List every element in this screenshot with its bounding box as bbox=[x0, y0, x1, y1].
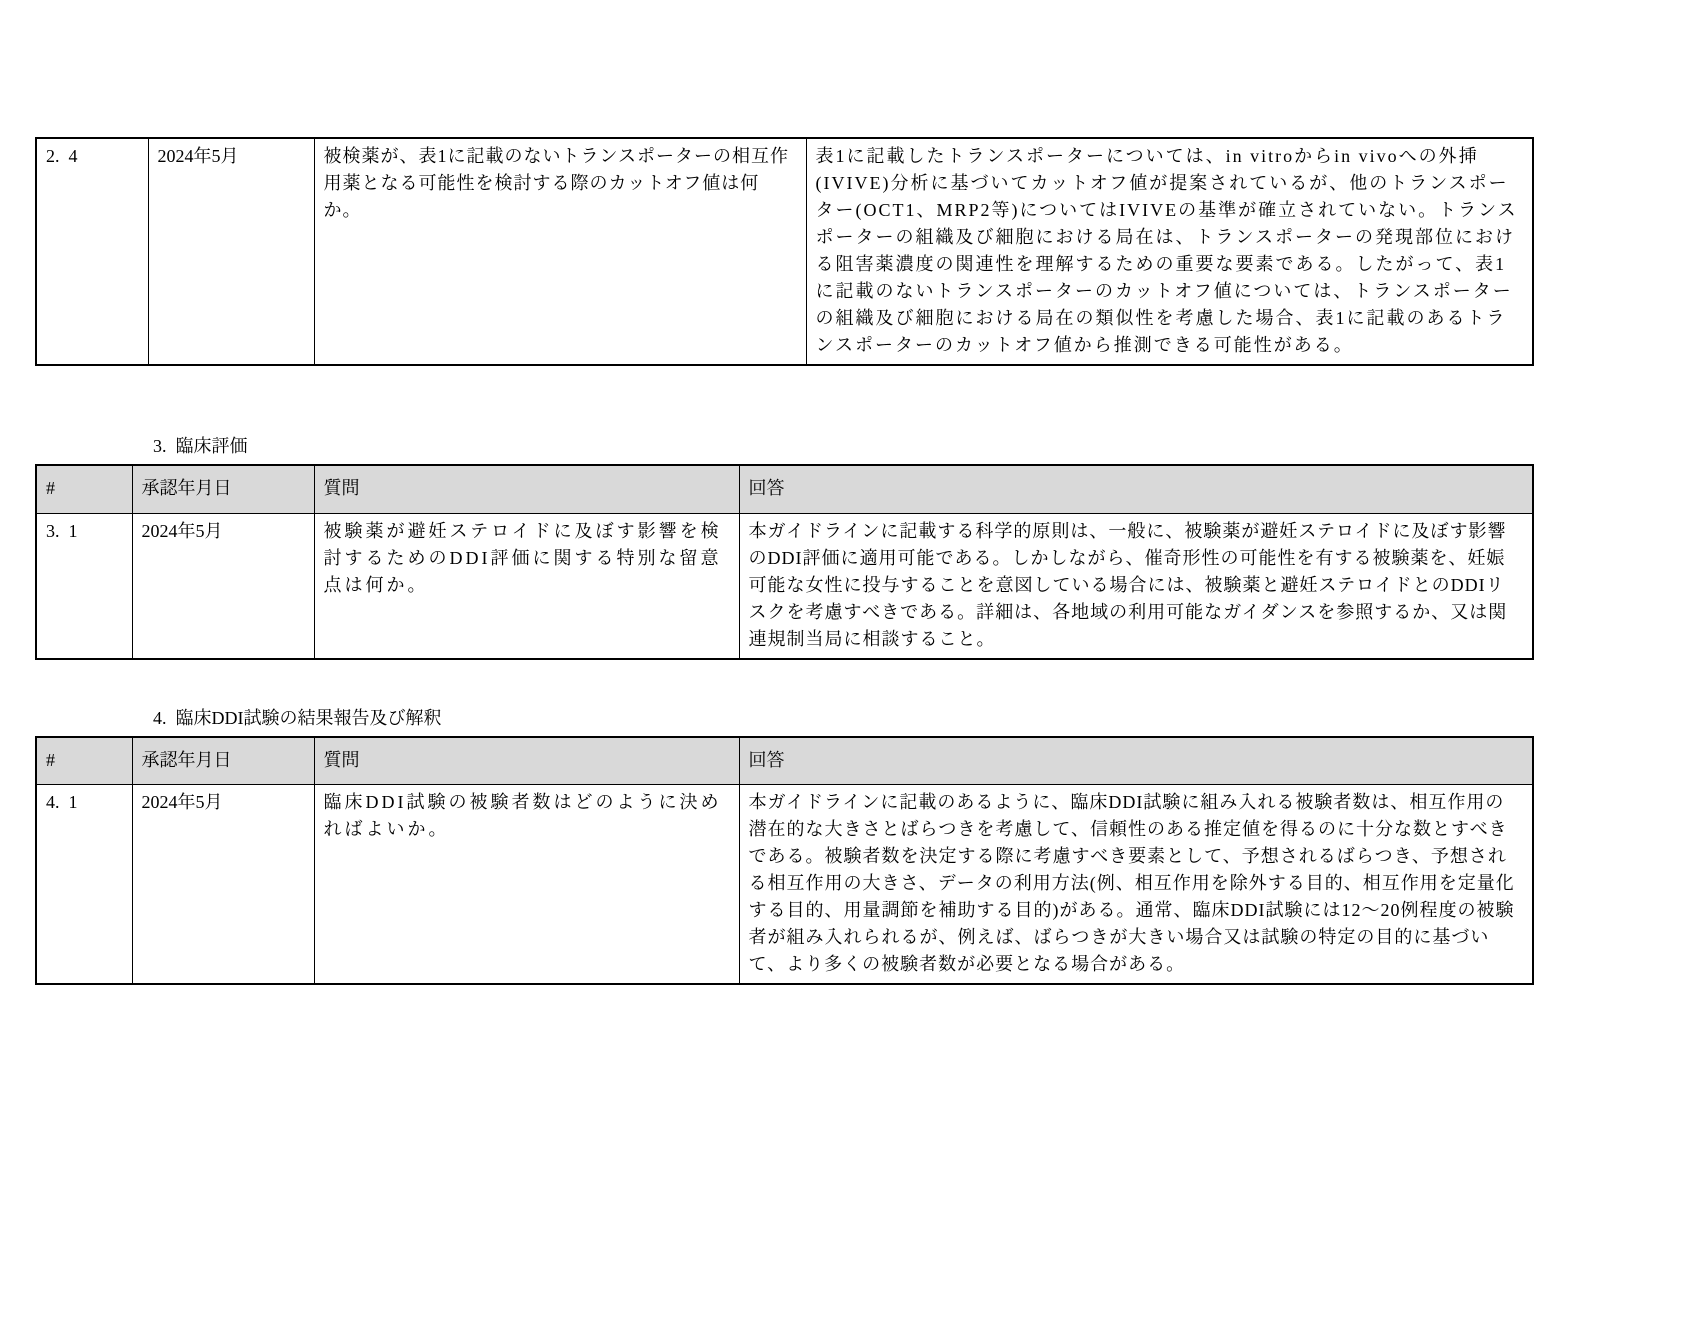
question-cell: 臨床DDI試験の被験者数はどのように決めればよいか。 bbox=[314, 785, 739, 985]
row-id-cell: 4. 1 bbox=[36, 785, 132, 985]
table-row-2-4 bbox=[36, 138, 1533, 365]
column-header-question: 質問 bbox=[314, 737, 739, 785]
section-heading-4: 4. 臨床DDI試験の結果報告及び解釈 bbox=[153, 707, 442, 728]
column-header-date: 承認年月日 bbox=[132, 465, 314, 513]
row-id-cell: 2. 4 bbox=[36, 138, 148, 365]
qa-table-section-2-continued bbox=[35, 137, 1534, 366]
question-cell: 被験薬が避妊ステロイドに及ぼす影響を検討するためのDDI評価に関する特別な留意点は何か。 bbox=[314, 513, 739, 659]
column-header-number: # bbox=[36, 465, 132, 513]
approval-date-cell: 2024年5月 bbox=[132, 513, 314, 659]
document-page bbox=[0, 137, 1695, 1318]
answer-cell: 本ガイドラインに記載する科学的原則は、一般に、被験薬が避妊ステロイドに及ぼす影響のDDI評価に適用可能である。しかしながら、催奇形性の可能性を有する被験薬を、妊娠可能な女性に投与することを意図している場合には、被験薬と避妊ステロイドとのDDIリスクを考慮すべきである。詳細は、各地域の利用可能なガイダンスを参照するか、又は関連規制当局に相談すること。 bbox=[739, 513, 1533, 659]
table-row-3-1 bbox=[36, 513, 1533, 659]
column-header-answer: 回答 bbox=[739, 465, 1533, 513]
table-row-4-1 bbox=[36, 785, 1533, 985]
row-id-cell: 3. 1 bbox=[36, 513, 132, 659]
answer-cell: 表1に記載したトランスポーターについては、in vitroからin vivoへの外挿(IVIVE)分析に基づいてカットオフ値が提案されているが、他のトランスポーター(OCT1、MRP2等)についてはIVIVEの基準が確立されていない。トランスポーターの組織及び細胞における局在は、トランスポーターの発現部位における阻害薬濃度の関連性を理解するための重要な要素である。したがって、表1に記載のないトランスポーターのカットオフ値については、トランスポーターの組織及び細胞における局在の類似性を考慮した場合、表1に記載のあるトランスポーターのカットオフ値から推測できる可能性がある。 bbox=[806, 138, 1533, 365]
question-cell: 被検薬が、表1に記載のないトランスポーターの相互作用薬となる可能性を検討する際のカットオフ値は何か。 bbox=[314, 138, 806, 365]
column-header-answer: 回答 bbox=[739, 737, 1533, 785]
approval-date-cell: 2024年5月 bbox=[132, 785, 314, 985]
column-header-number: # bbox=[36, 737, 132, 785]
column-header-date: 承認年月日 bbox=[132, 737, 314, 785]
section-heading-3: 3. 臨床評価 bbox=[153, 436, 248, 456]
qa-table-section-3 bbox=[35, 464, 1534, 660]
table-header-row bbox=[36, 737, 1533, 785]
table-header-row bbox=[36, 465, 1533, 513]
qa-table-section-4 bbox=[35, 736, 1534, 986]
approval-date-cell: 2024年5月 bbox=[148, 138, 314, 365]
answer-cell: 本ガイドラインに記載のあるように、臨床DDI試験に組み入れる被験者数は、相互作用の潜在的な大きさとばらつきを考慮して、信頼性のある推定値を得るのに十分な数とすべきである。被験者数を決定する際に考慮すべき要素として、予想されるばらつき、予想される相互作用の大きさ、データの利用方法(例、相互作用を除外する目的、相互作用を定量化する目的、用量調節を補助する目的)がある。通常、臨床DDI試験には12〜20例程度の被験者が組み入れられるが、例えば、ばらつきが大きい場合又は試験の特定の目的に基づいて、より多くの被験者数が必要となる場合がある。 bbox=[739, 785, 1533, 985]
column-header-question: 質問 bbox=[314, 465, 739, 513]
